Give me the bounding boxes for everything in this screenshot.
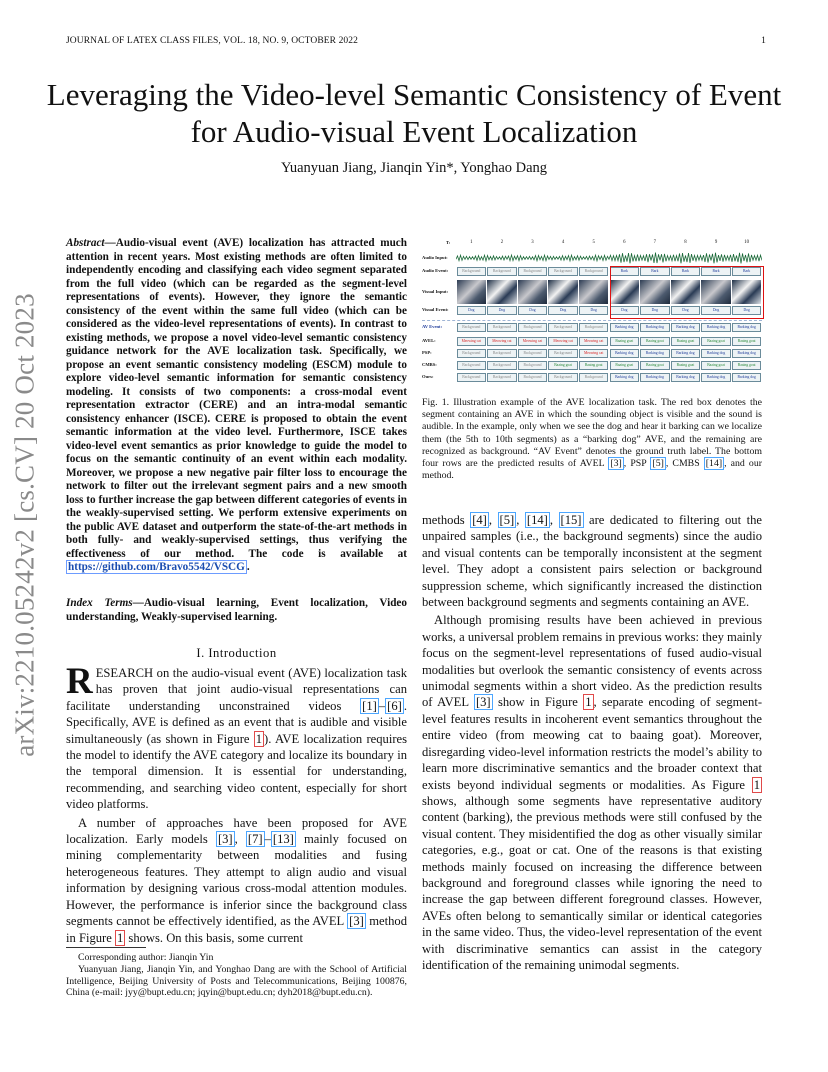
prediction-cell: Barking dog xyxy=(671,323,700,332)
footnote-corresponding: Corresponding author: Jianqin Yin xyxy=(78,952,214,963)
prediction-row-label: AVEL: xyxy=(422,338,436,343)
intro-paragraph-1 xyxy=(66,661,408,813)
visual-event-cell: Dog xyxy=(579,306,608,315)
audio-input-row xyxy=(422,251,762,265)
time-tick: 1 xyxy=(470,240,473,245)
prediction-cell: Baaing goat xyxy=(732,337,761,346)
audio-event-cell: Bark xyxy=(671,267,700,276)
text-sep: , xyxy=(549,513,559,527)
time-tick: 4 xyxy=(561,240,565,245)
citation-link[interactable]: [14] xyxy=(705,458,723,470)
prediction-cell: Background xyxy=(487,323,516,332)
prediction-cell: Baaing goat xyxy=(701,361,730,370)
video-frame-thumbnail xyxy=(487,280,516,304)
citation-link[interactable]: [3] xyxy=(217,832,233,847)
prediction-row-label: AV Event: xyxy=(422,324,443,329)
prediction-cell: Background xyxy=(457,373,486,382)
citation-link[interactable]: [6] xyxy=(387,698,402,713)
prediction-cell: Baaing goat xyxy=(701,337,730,346)
prediction-cell: Barking dog xyxy=(610,349,639,358)
intro-p1-text: . Specifically, AVE is defined as an event that is audible and visible simultaneously (as shown in Figure xyxy=(66,698,407,746)
citation-link[interactable]: [1] xyxy=(362,698,377,713)
audio-event-cell: Bark xyxy=(640,267,669,276)
prediction-cell: Barking dog xyxy=(610,373,639,382)
citation-link[interactable]: [5] xyxy=(652,458,664,470)
prediction-row-label: CMBS: xyxy=(422,362,437,367)
prediction-row xyxy=(422,373,762,387)
citation-link[interactable]: [7] xyxy=(247,832,263,847)
right-column-text xyxy=(422,512,762,973)
abstract-text: —Audio-visual event (AVE) localization has attracted much attention in recent years. Most existing methods are often limited to independently encoding and classifying each video segment separated from the full video (which can be regarded as the segment-level representations of events). However, they ignore the semantic consistency of the event within the same full video (which can be considered as the video-level representations of events). In contrast to existing methods, we propose a novel video-level semantic consistency guidance network for the AVE localization task. Specifically, we propose an event semantic consistency modeling (ESCM) module to explore video-level semantic information for semantic consistency modeling. It consists of two components: a cross-modal event representation extractor (CERE) and an intra-modal semantic consistency enhancer (ISCE). CERE is proposed to obtain the event semantic information at the video level. Furthermore, ISCE takes video-level event semantics as prior knowledge to guide the model to focus on the semantic continuity of an event within each modality. Moreover, we propose a new negative pair filter loss to encourage the network to filter out the irrelevant segment pairs and a new smooth loss to further increase the gap between different categories of events in the weakly-supervised setting. We perform extensive experiments on the public AVE dataset and outperform the state-of-the-art methods in both fully- and weakly-supervised settings, thus verifying the effectiveness of our method. The code is available at xyxy=(66,237,407,560)
prediction-cell: Background xyxy=(457,349,486,358)
prediction-cell: Baaing goat xyxy=(640,361,669,370)
video-frame-thumbnail xyxy=(548,280,577,304)
time-tick: 2 xyxy=(500,240,504,245)
time-axis-ticks xyxy=(456,240,762,245)
prediction-cell: Baaing goat xyxy=(610,337,639,346)
prediction-cell: Meowing cat xyxy=(518,337,547,346)
prediction-cell: Barking dog xyxy=(640,349,669,358)
prediction-cell: Background xyxy=(487,373,516,382)
footnote-rule xyxy=(66,947,146,948)
prediction-cell: Barking dog xyxy=(671,349,700,358)
citation-link[interactable]: [3] xyxy=(610,458,622,470)
intro-p1-text: ESEARCH on the audio-visual event (AVE) localization task has proven that joint audio-visual representations can facilitate understanding unconstrained videos xyxy=(66,666,407,713)
right-p1-text: are dedicated to filtering out the unpaired samples (i.e., the background segments) since the audio and visual contents can be temporally inconsistent at the segment level. They adopt a consistent pairs selection or background suppression scheme, which significantly increased the distinction between background segments and segments containing an AVE. xyxy=(422,513,762,610)
intro-p2-text: method in Figure xyxy=(66,914,407,945)
visual-event-label: Visual Event: xyxy=(422,307,449,312)
visual-event-cell: Dog xyxy=(457,306,486,315)
prediction-cell: Baaing goat xyxy=(610,361,639,370)
right-p2-text: show in Figure xyxy=(492,695,584,710)
right-p2-text: Although promising results have been achieved in previous works, a universal problem remains in previous works: they mainly focus on the segment-level representations of fused audio-visual modalities but overlook the semantic consistency of events across unimodal segments within a short video. As the prediction results of AVEL xyxy=(422,613,762,710)
abstract xyxy=(66,237,407,575)
prediction-cell: Barking dog xyxy=(640,323,669,332)
prediction-cell: Background xyxy=(518,323,547,332)
prediction-cell: Barking dog xyxy=(640,373,669,382)
citation-link[interactable]: [3] xyxy=(349,914,364,929)
index-terms-text: —Audio-visual learning, Event localization, Video understanding, Weakly-supervised learning. xyxy=(66,597,407,623)
prediction-cell: Baaing goat xyxy=(640,337,669,346)
prediction-cell: Barking dog xyxy=(701,323,730,332)
prediction-cell: Background xyxy=(487,349,516,358)
abstract-end: . xyxy=(246,561,250,573)
visual-event-cell: Dog xyxy=(732,306,761,315)
prediction-cell: Background xyxy=(518,373,547,382)
time-tick: 6 xyxy=(623,240,626,245)
intro-p1-text: ). AVE localization requires the model to identify the AVE category and localize its boundary in the temporal dimension. It is essential for understanding, recommending, and searching video content, especially for short video platforms. xyxy=(66,731,408,812)
prediction-cell: Barking dog xyxy=(701,349,730,358)
prediction-cell: Barking dog xyxy=(732,323,761,332)
figure-link[interactable]: 1 xyxy=(116,930,124,945)
citation-link[interactable]: [13] xyxy=(272,832,294,847)
prediction-cell: Background xyxy=(457,323,486,332)
video-frame-thumbnail xyxy=(457,280,486,304)
audio-event-cell: Bark xyxy=(732,267,761,276)
abstract-label: Abstract xyxy=(66,237,105,249)
text-dash: – xyxy=(378,698,386,713)
audio-input-label: Audio Input: xyxy=(422,255,448,260)
citation-link[interactable]: [3] xyxy=(475,695,491,710)
running-header xyxy=(66,36,766,46)
visual-event-cell: Dog xyxy=(701,306,730,315)
visual-event-cell: Dog xyxy=(548,306,577,315)
audio-event-cell: Bark xyxy=(701,267,730,276)
text-sep: , xyxy=(488,513,498,527)
prediction-cell: Background xyxy=(487,361,516,370)
footnote-affiliation: Yuanyuan Jiang, Jianqin Yin, and Yonghao Dang are with the School of Artificial Intelligence, Beijing University of Posts and Telecommunications, Beijing 100876, China (e-mail: jyy@bupt.edu.cn; jqyin@bupt.edu.cn; dyh2018@bupt.edu.cn). xyxy=(66,963,407,999)
prediction-cell: Meowing cat xyxy=(457,337,486,346)
prediction-cell: Barking dog xyxy=(610,323,639,332)
figure-link[interactable]: 1 xyxy=(753,777,760,792)
footnote xyxy=(66,952,407,999)
intro-p2-text: shows. On this basis, some current xyxy=(125,930,303,945)
prediction-cell: Background xyxy=(579,373,608,382)
time-tick: 10 xyxy=(744,240,750,245)
prediction-cell: Barking dog xyxy=(732,349,761,358)
prediction-cell: Baaing goat xyxy=(671,337,700,346)
ave-red-box xyxy=(610,266,764,319)
figure-link[interactable]: 1 xyxy=(585,695,592,710)
figure-caption xyxy=(422,397,762,482)
prediction-cell: Meowing cat xyxy=(579,337,608,346)
prediction-cell: Background xyxy=(548,349,577,358)
prediction-cells xyxy=(456,349,762,358)
prediction-cells xyxy=(456,323,762,332)
citation-link[interactable]: [4] xyxy=(472,513,487,527)
intro-paragraph-2 xyxy=(66,815,407,946)
right-p1-text: methods xyxy=(422,513,471,527)
text-dash: – xyxy=(264,832,271,847)
section-heading: I. Introduction xyxy=(196,646,277,660)
caption-text: , CMBS xyxy=(665,458,704,470)
visual-input-label: Visual Input: xyxy=(422,289,448,294)
prediction-cell: Baaing goat xyxy=(579,361,608,370)
caption-text: , PSP xyxy=(623,458,651,470)
figure-1 xyxy=(422,238,762,386)
drop-cap: R xyxy=(66,661,93,702)
code-link[interactable]: https://github.com/Bravo5542/VSCG xyxy=(68,561,245,573)
prediction-cell: Meowing cat xyxy=(579,349,608,358)
visual-event-cell: Dog xyxy=(487,306,516,315)
citation-link[interactable]: [14] xyxy=(526,513,548,527)
audio-event-cell: Background xyxy=(518,267,547,276)
visual-event-cell: Dog xyxy=(671,306,700,315)
right-paragraph-2 xyxy=(422,612,762,973)
right-paragraph-1 xyxy=(422,512,762,610)
figure-separator xyxy=(422,320,762,321)
journal-name: JOURNAL OF LATEX CLASS FILES, VOL. 18, NO. 9, OCTOBER 2022 xyxy=(66,36,358,46)
prediction-cell: Baaing goat xyxy=(548,361,577,370)
prediction-row xyxy=(422,323,762,337)
index-terms xyxy=(66,597,407,624)
video-frame-thumbnail xyxy=(518,280,547,304)
figure-link[interactable]: 1 xyxy=(255,731,263,746)
prediction-cell: Barking dog xyxy=(671,373,700,382)
time-tick: 5 xyxy=(592,240,595,245)
time-tick: 7 xyxy=(653,240,657,245)
time-tick: 9 xyxy=(714,240,718,245)
prediction-cell: Background xyxy=(518,349,547,358)
prediction-cell: Meowing cat xyxy=(487,337,516,346)
arxiv-id: arXiv:2210.05242v2 [cs.CV] 20 Oct 2023 xyxy=(9,293,40,757)
prediction-cell: Barking dog xyxy=(732,373,761,382)
caption-text: , and our method. xyxy=(422,458,762,482)
audio-event-label: Audio Event: xyxy=(422,268,449,273)
prediction-cell: Background xyxy=(548,323,577,332)
visual-event-cell: Dog xyxy=(518,306,547,315)
prediction-cell: Background xyxy=(548,373,577,382)
prediction-cell: Meowing cat xyxy=(548,337,577,346)
paper-title: Leveraging the Video-level Semantic Consistency of Event for Audio-visual Event Localization xyxy=(46,77,782,149)
audio-event-cell: Bark xyxy=(610,267,639,276)
visual-event-cell: Dog xyxy=(610,306,639,315)
right-p2-text: shows, although some segments have representative auditory content (barking), the previous methods were still confused by the visual content. They misidentified the dog as other visually similar categories, e.g., goat or cat. One of the reasons is that existing methods mainly focused on increasing the difference between background and foreground classes while ignoring the need to increase the gap between different foreground classes. However, AVEs often belong to semantically similar or identical categories in the same video. Thus, the video-level representation of the event with discriminative semantics can assist in the category identification of the remaining unimodal segments. xyxy=(422,793,762,972)
prediction-cells xyxy=(456,373,762,382)
prediction-cell: Baaing goat xyxy=(732,361,761,370)
intro-text xyxy=(66,661,408,946)
time-tick: 3 xyxy=(531,240,534,245)
text-sep: , xyxy=(516,513,525,527)
prediction-cells xyxy=(456,361,762,370)
time-axis-row xyxy=(422,238,762,252)
prediction-cell: Barking dog xyxy=(701,373,730,382)
prediction-row-label: Ours: xyxy=(422,374,434,379)
prediction-cell: Background xyxy=(579,323,608,332)
audio-event-cell: Background xyxy=(579,267,608,276)
citation-link[interactable]: [15] xyxy=(560,513,582,527)
intro-p2-text: A number of approaches have been proposed for AVE localization. Early models xyxy=(66,815,407,847)
citation-link[interactable]: [5] xyxy=(499,513,515,527)
page-number: 1 xyxy=(761,36,766,46)
time-axis-label: T: xyxy=(446,240,451,245)
arxiv-stamp xyxy=(10,290,40,760)
right-p2-text: , separate encoding of segment-level features results in incoherent event semantics throughout the entire video (from meowing cat to baaing goat). Moreover, disregarding video-level information restricts the model’s ability to learn more discriminative semantics and the broader context that exists beyond individual segments or modalities. As Figure xyxy=(422,695,763,792)
author-list: Yuanyuan Jiang, Jianqin Yin*, Yonghao Dang xyxy=(280,160,548,176)
caption-text: Fig. 1. Illustration example of the AVE localization task. The red box denotes the segment containing an AVE in which the sounding object is visible and the sound is audible. In the example, only when we see the dog and hear it barking can we localize them (the 5th to 10th segments) as a “barking dog” AVE, and the remaining are recognized as background. “AV Event” denotes the ground truth label. The bottom four rows are the predicted results of AVEL xyxy=(422,397,762,470)
prediction-cells xyxy=(456,337,762,346)
prediction-row-label: PSP: xyxy=(422,350,432,355)
audio-event-cell: Background xyxy=(457,267,486,276)
index-terms-label: Index Terms xyxy=(66,597,133,609)
prediction-cell: Background xyxy=(518,361,547,370)
audio-event-cell: Background xyxy=(548,267,577,276)
prediction-cell: Baaing goat xyxy=(671,361,700,370)
prediction-cell: Background xyxy=(457,361,486,370)
visual-event-cell: Dog xyxy=(640,306,669,315)
intro-p2-text: mainly focused on mining complementarity between modalities and fusing heterogeneous features. They attempt to align audio and visual information by designing various cross-modal attention modules. However, the performance is inferior since the background class segments cannot be effectively identified, as the AVEL xyxy=(66,832,407,929)
text-sep: , xyxy=(234,832,246,847)
video-frame-thumbnail xyxy=(579,280,608,304)
time-tick: 8 xyxy=(684,240,687,245)
audio-waveform xyxy=(456,251,762,265)
audio-event-cell: Background xyxy=(487,267,516,276)
